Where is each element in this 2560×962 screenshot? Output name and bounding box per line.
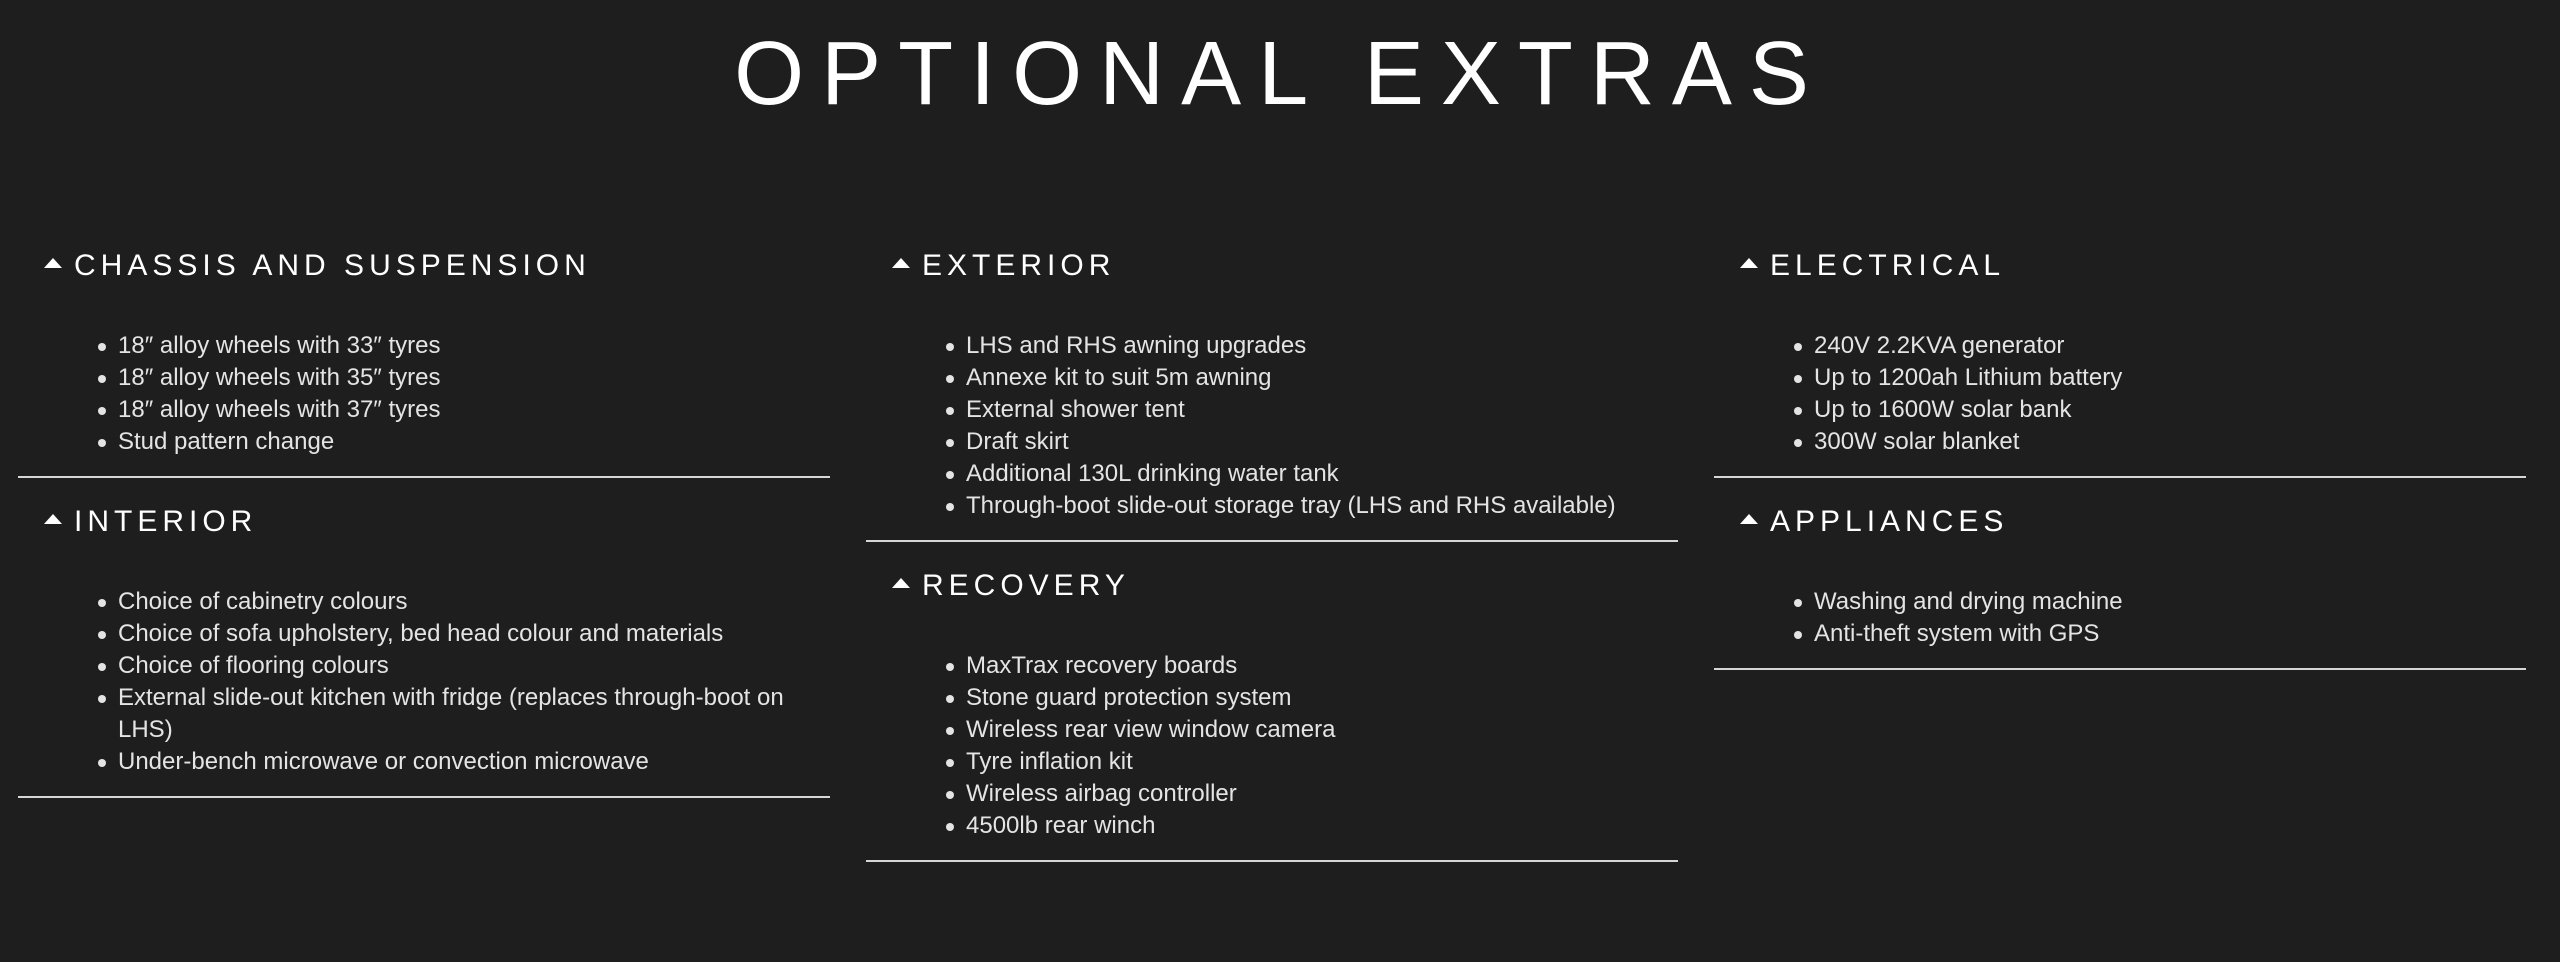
section-header-chassis-and-suspension[interactable] [18,240,830,292]
list-item: Anti-theft system with GPS [1814,618,2526,650]
section-appliances [1714,496,2526,670]
section-header-electrical[interactable] [1714,240,2526,292]
list-item: LHS and RHS awning upgrades [966,330,1678,362]
item-list [1714,330,2526,458]
list-item: Under-bench microwave or convection microwave [118,746,830,778]
section-interior [18,496,830,798]
list-item: Wireless rear view window camera [966,714,1678,746]
column-left [18,240,830,816]
caret-up-icon[interactable] [44,258,62,268]
section-chassis-and-suspension [18,240,830,478]
item-list [1714,586,2526,650]
list-item: MaxTrax recovery boards [966,650,1678,682]
item-list [866,650,1678,842]
list-item: Up to 1600W solar bank [1814,394,2526,426]
list-item: Choice of cabinetry colours [118,586,830,618]
list-item: Washing and drying machine [1814,586,2526,618]
section-title: EXTERIOR [922,249,1116,282]
list-item: 18″ alloy wheels with 33″ tyres [118,330,830,362]
item-list [18,330,830,458]
list-item: Choice of flooring colours [118,650,830,682]
caret-up-icon[interactable] [44,514,62,524]
list-item: External slide-out kitchen with fridge (replaces through-boot on LHS) [118,682,830,746]
caret-up-icon[interactable] [892,258,910,268]
item-list [18,586,830,778]
list-item: Draft skirt [966,426,1678,458]
list-item: Annexe kit to suit 5m awning [966,362,1678,394]
section-header-exterior[interactable] [866,240,1678,292]
list-item: 18″ alloy wheels with 37″ tyres [118,394,830,426]
section-exterior [866,240,1678,542]
section-title: ELECTRICAL [1770,249,2006,282]
list-item: Through-boot slide-out storage tray (LHS and RHS available) [966,490,1678,522]
list-item: 18″ alloy wheels with 35″ tyres [118,362,830,394]
item-list [866,330,1678,522]
column-right [1714,240,2526,688]
caret-up-icon[interactable] [1740,514,1758,524]
section-header-interior[interactable] [18,496,830,548]
list-item: Choice of sofa upholstery, bed head colour and materials [118,618,830,650]
list-item: External shower tent [966,394,1678,426]
list-item: Tyre inflation kit [966,746,1678,778]
section-recovery [866,560,1678,862]
list-item: Additional 130L drinking water tank [966,458,1678,490]
section-title: CHASSIS AND SUSPENSION [74,249,591,282]
list-item: 4500lb rear winch [966,810,1678,842]
section-title: RECOVERY [922,569,1130,602]
list-item: 240V 2.2KVA generator [1814,330,2526,362]
section-electrical [1714,240,2526,478]
column-middle [866,240,1678,880]
list-item: 300W solar blanket [1814,426,2526,458]
section-title: APPLIANCES [1770,505,2009,538]
section-header-recovery[interactable] [866,560,1678,612]
page-title: OPTIONAL EXTRAS [734,24,1826,124]
list-item: Stone guard protection system [966,682,1678,714]
list-item: Stud pattern change [118,426,830,458]
caret-up-icon[interactable] [892,578,910,588]
section-header-appliances[interactable] [1714,496,2526,548]
list-item: Wireless airbag controller [966,778,1678,810]
caret-up-icon[interactable] [1740,258,1758,268]
section-title: INTERIOR [74,505,258,538]
list-item: Up to 1200ah Lithium battery [1814,362,2526,394]
